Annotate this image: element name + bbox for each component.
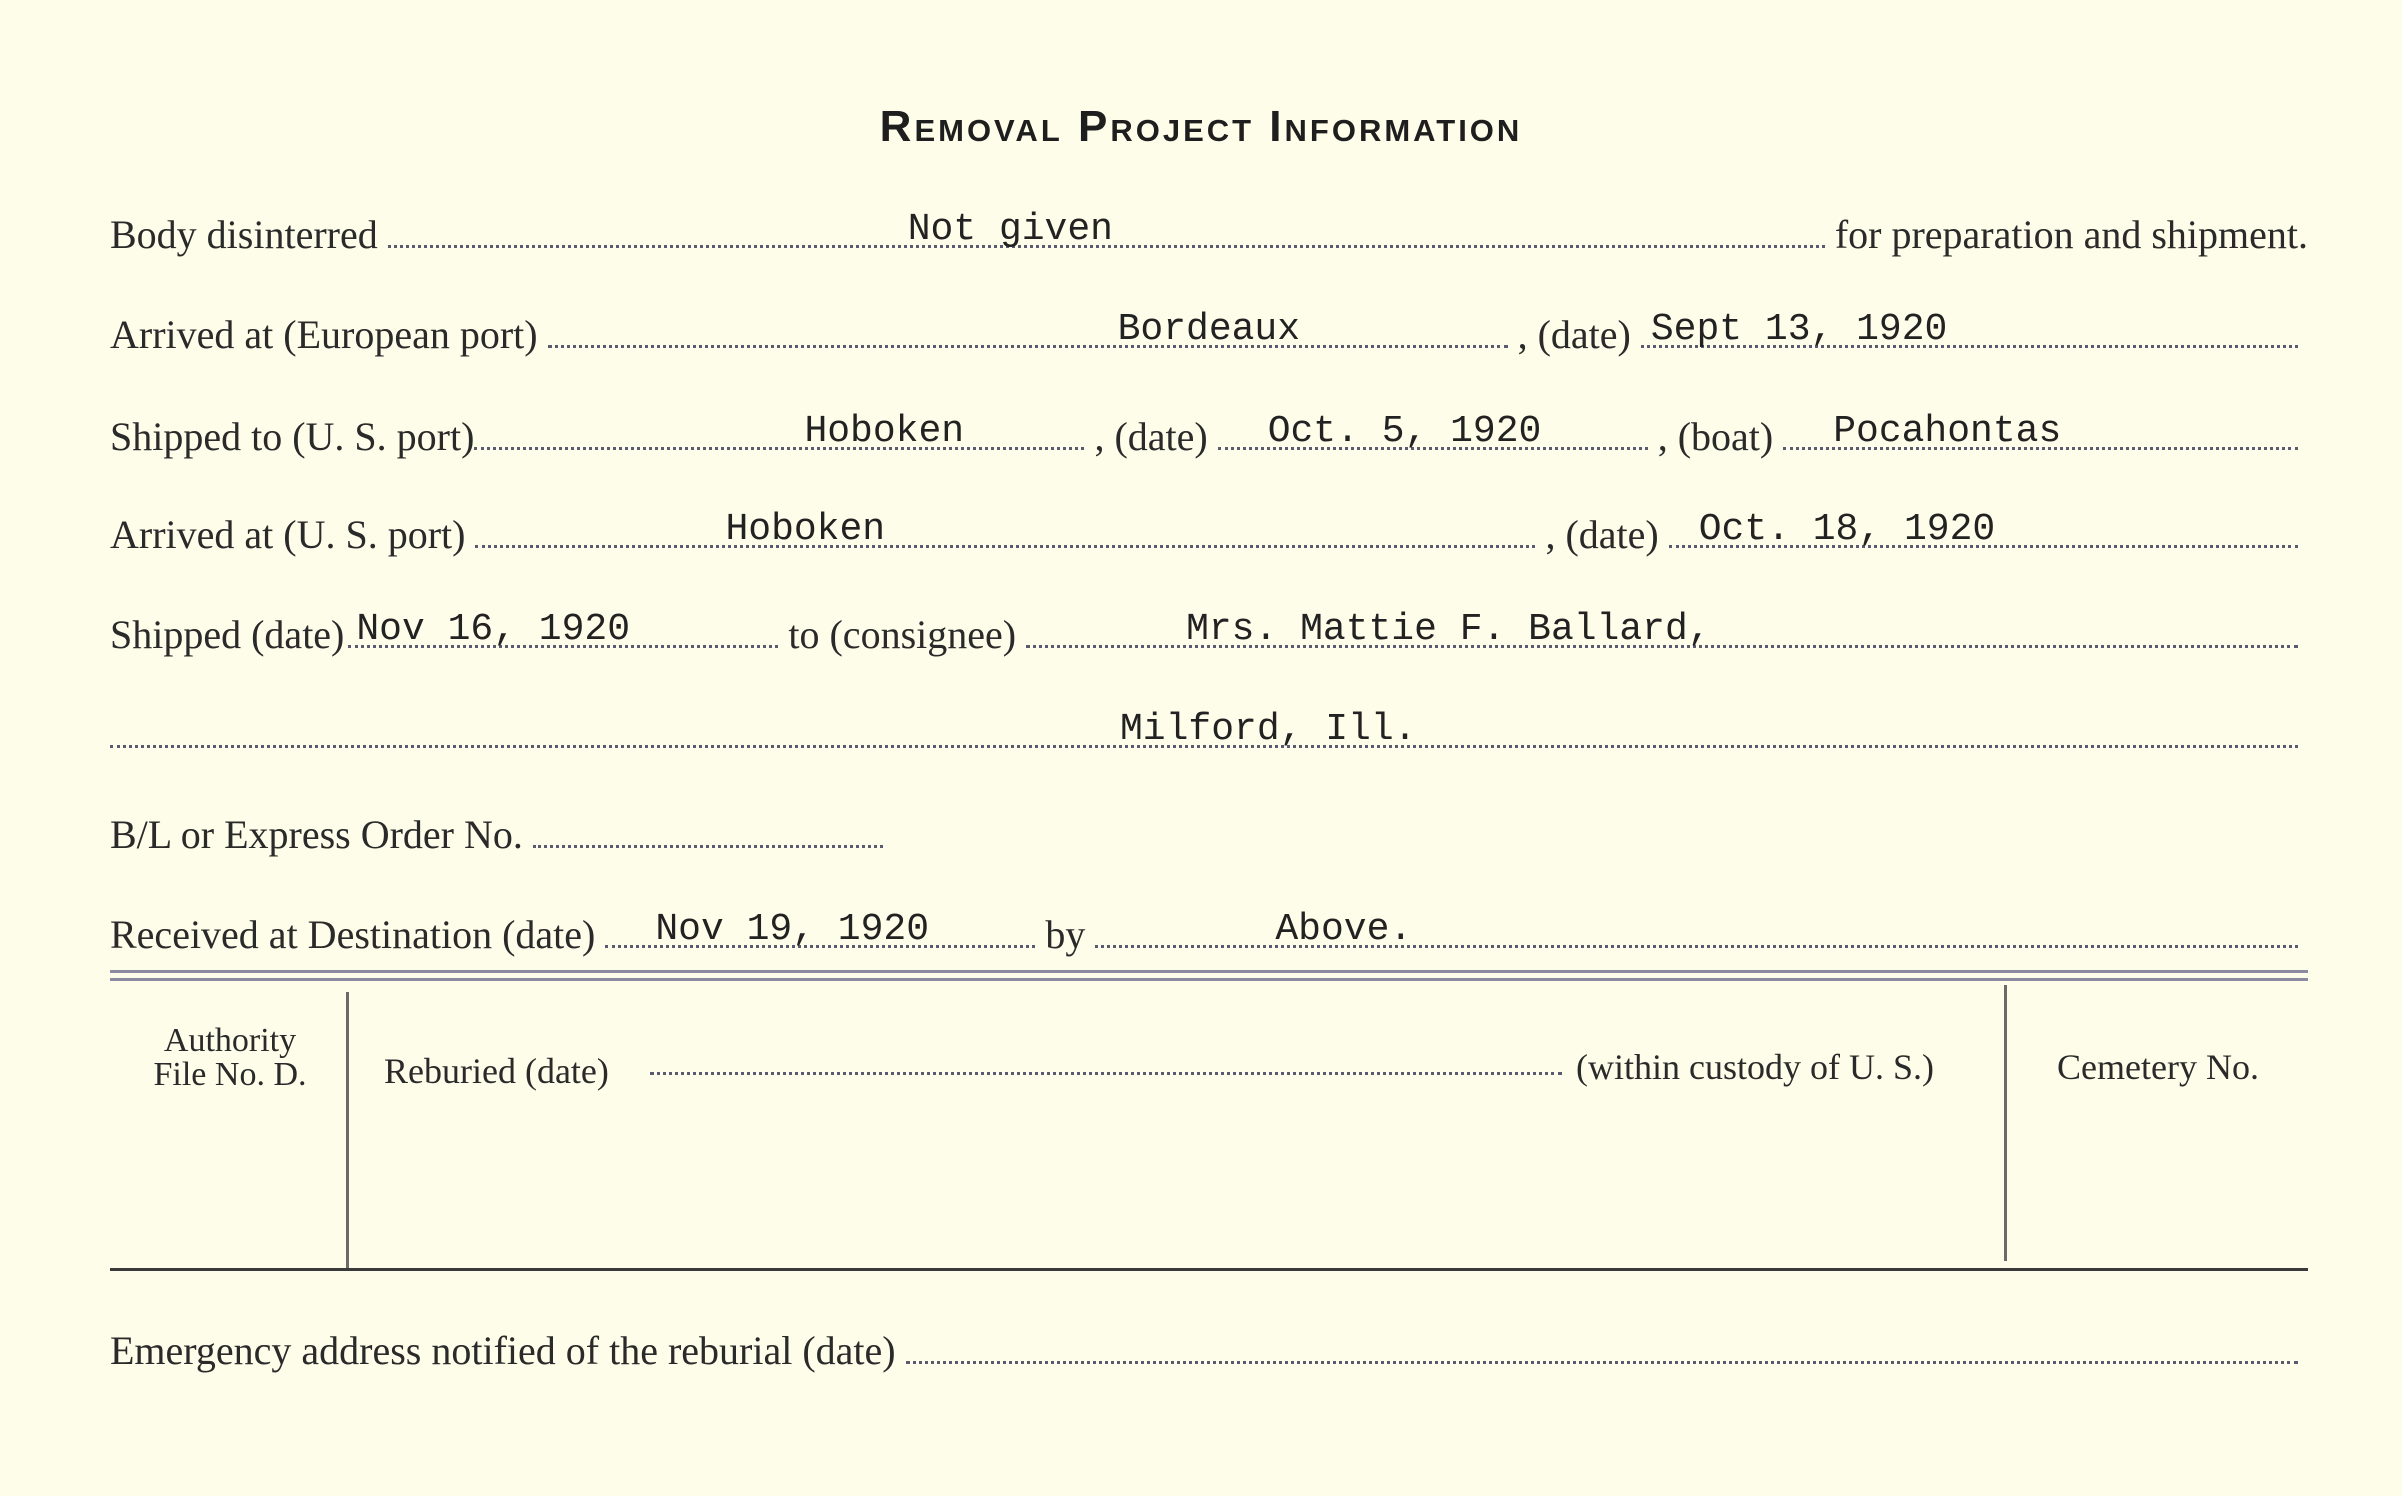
shipped-us-boat-label: , (boat) bbox=[1657, 414, 1774, 459]
shipped-us-label: Shipped to (U. S. port) bbox=[110, 414, 475, 459]
cemetery-no-label: Cemetery No. bbox=[2057, 1047, 2259, 1087]
arrived-european-label: Arrived at (European port) bbox=[110, 312, 538, 357]
body-disinterred-value: Not given bbox=[907, 208, 1113, 251]
custody-note: (within custody of U. S.) bbox=[1576, 1047, 1934, 1087]
arrived-us-label: Arrived at (U. S. port) bbox=[110, 512, 466, 557]
reburied-date-field[interactable] bbox=[650, 1072, 1562, 1075]
arrived-european-date-value: Sept 13, 1920 bbox=[1650, 308, 1948, 351]
authority-text: Authority bbox=[163, 1022, 297, 1059]
row-arrived-us bbox=[110, 500, 2308, 560]
row-bl bbox=[110, 800, 2308, 860]
arrived-us-date-value: Oct. 18, 1920 bbox=[1698, 508, 1996, 551]
arrived-us-port-value: Hoboken bbox=[725, 508, 886, 551]
row-consignee-address bbox=[110, 700, 2308, 760]
row-body-disinterred bbox=[110, 200, 2308, 260]
row-arrived-european bbox=[110, 300, 2308, 360]
table-top-rule bbox=[110, 970, 2308, 973]
shipped-us-port-value: Hoboken bbox=[804, 410, 965, 453]
shipped-us-boat-value: Pocahontas bbox=[1833, 410, 2062, 453]
table-top-rule-2 bbox=[110, 978, 2308, 981]
received-by-label: by bbox=[1045, 912, 1086, 957]
row-shipped bbox=[110, 600, 2308, 660]
file-no-text: File No. D. bbox=[153, 1056, 307, 1093]
arrived-european-port-field[interactable] bbox=[548, 289, 1508, 351]
received-label: Received at Destination (date) bbox=[110, 912, 596, 957]
shipped-consignee-value: Mrs. Mattie F. Ballard, bbox=[1186, 608, 1711, 651]
bl-field[interactable] bbox=[533, 789, 883, 848]
received-by-field[interactable] bbox=[1095, 889, 2298, 951]
emergency-date-field[interactable] bbox=[906, 1305, 2298, 1364]
body-disinterred-suffix: for preparation and shipment. bbox=[1834, 212, 2308, 257]
row-emergency bbox=[110, 1316, 2308, 1376]
consignee-address-value: Milford, Ill. bbox=[1120, 708, 1417, 751]
received-by-value: Above. bbox=[1275, 908, 1413, 951]
body-disinterred-field[interactable] bbox=[388, 189, 1825, 251]
arrived-european-date-field[interactable] bbox=[1641, 289, 2298, 351]
table-bottom-rule bbox=[110, 1268, 2308, 1271]
shipped-to-label: to (consignee) bbox=[788, 612, 1017, 657]
arrived-european-date-label: , (date) bbox=[1517, 312, 1631, 357]
shipped-us-boat-field[interactable] bbox=[1783, 391, 2298, 453]
shipped-us-date-field[interactable] bbox=[1218, 391, 1648, 453]
arrived-us-port-field[interactable] bbox=[475, 489, 1535, 551]
shipped-consignee-field[interactable] bbox=[1026, 589, 2298, 651]
arrived-european-port-value: Bordeaux bbox=[1117, 308, 1301, 351]
body-disinterred-label: Body disinterred bbox=[110, 212, 378, 257]
shipped-date-value: Nov 16, 1920 bbox=[356, 608, 631, 651]
arrived-us-date-label: , (date) bbox=[1545, 512, 1659, 557]
reburied-label: Reburied (date) bbox=[384, 1051, 609, 1091]
received-date-value: Nov 19, 1920 bbox=[655, 908, 930, 951]
authority-label bbox=[120, 1024, 340, 1092]
table-divider-right bbox=[2004, 985, 2007, 1261]
shipped-us-date-value: Oct. 5, 1920 bbox=[1267, 410, 1542, 453]
shipped-us-date-label: , (date) bbox=[1094, 414, 1208, 459]
page-title: Removal Project Information bbox=[879, 102, 1523, 151]
emergency-label: Emergency address notified of the reburial (date) bbox=[110, 1328, 896, 1373]
shipped-date-field[interactable] bbox=[348, 589, 778, 651]
received-date-field[interactable] bbox=[605, 889, 1035, 951]
bl-label: B/L or Express Order No. bbox=[110, 812, 523, 857]
shipped-us-port-field[interactable] bbox=[474, 391, 1084, 453]
shipped-label: Shipped (date) bbox=[110, 612, 345, 657]
row-received bbox=[110, 900, 2308, 960]
arrived-us-date-field[interactable] bbox=[1669, 489, 2298, 551]
row-shipped-us bbox=[110, 402, 2308, 462]
consignee-address-field[interactable] bbox=[110, 689, 2298, 751]
table-divider-left bbox=[346, 992, 349, 1268]
